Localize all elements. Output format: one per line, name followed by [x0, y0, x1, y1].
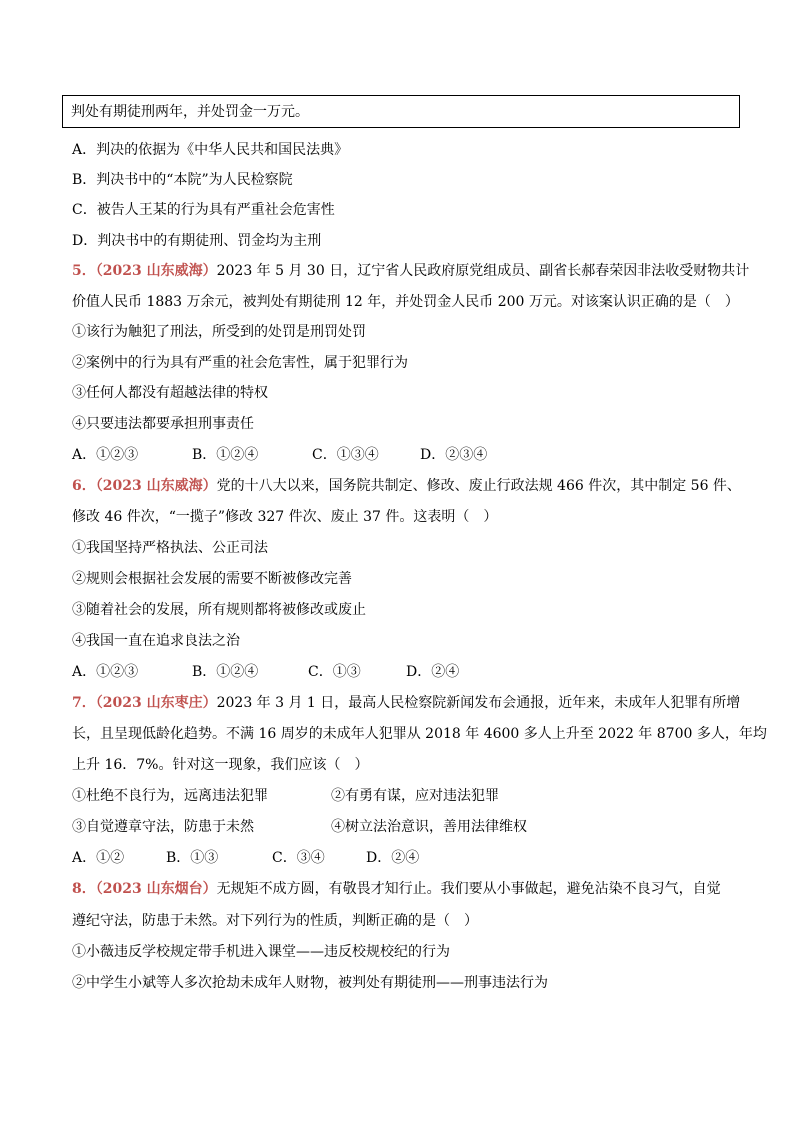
q5-item-4: ④只要违法都要承担刑事责任 [72, 416, 254, 432]
q8-item-1: ①小薇违反学校规定带手机进入课堂——违反校规校纪的行为 [72, 944, 450, 960]
q6-stem-text: 党的十八大以来，国务院共制定、修改、废止行政法规 466 件次，其中制定 56 件、 [216, 478, 741, 494]
q4-option-c: C．被告人王某的行为具有严重社会危害性 [72, 202, 335, 218]
q7-item-4: ④树立法治意识，善用法律维权 [331, 819, 527, 835]
q6-choices [72, 663, 459, 681]
q7-stem-line2: 长，且呈现低龄化趋势。不满 16 周岁的未成年人犯罪从 2018 年 4600 多人上升至 2022 年 8700 多人，年均 [72, 726, 767, 742]
quoted-passage-box [62, 95, 740, 128]
q7-item-3: ③自觉遵章守法，防患于未然 [72, 819, 254, 835]
q5-choice-a: A．①②③ [72, 447, 139, 463]
q6-stem-line2: 修改 46 件次，“一揽子”修改 327 件次、废止 37 件。这表明（ ） [72, 509, 498, 525]
q6-choice-d: D．②④ [406, 664, 460, 680]
q7-stem-text: 2023 年 3 月 1 日，最高人民检察院新闻发布会通报，近年来，未成年人犯罪有所增 [216, 695, 741, 711]
q6-item-2: ②规则会根据社会发展的需要不断被修改完善 [72, 571, 352, 587]
q7-stem-line1 [72, 694, 740, 712]
q5-item-1: ①该行为触犯了刑法，所受到的处罚是刑罚处罚 [72, 324, 366, 340]
q4-option-a: A．判决的依据为《中华人民共和国民法典》 [72, 142, 349, 158]
q6-item-4: ④我国一直在追求良法之治 [72, 633, 240, 649]
q5-choice-b: B．①②④ [192, 447, 259, 463]
q7-stem-line3: 上升 16．7%。针对这一现象，我们应该（ ） [72, 757, 369, 773]
q6-source: （2023 山东威海） [95, 478, 217, 494]
q8-stem-line1 [72, 880, 721, 898]
q5-stem-text: 2023 年 5 月 30 日，辽宁省人民政府原党组成员、副省长郝春荣因非法收受财物共计 [216, 263, 750, 279]
q7-choice-a: A．①② [72, 850, 125, 866]
q5-stem-line1 [72, 262, 749, 280]
q7-items-row1 [72, 787, 499, 805]
q6-item-3: ③随着社会的发展，所有规则都将被修改或废止 [72, 602, 366, 618]
q7-items-row2 [72, 818, 527, 836]
quoted-passage-text: 判处有期徒刑两年，并处罚金一万元。 [71, 104, 309, 120]
q5-stem-line2: 价值人民币 1883 万余元，被判处有期徒刑 12 年，并处罚金人民币 200 万元。对该案认识正确的是（ ） [72, 294, 739, 310]
q5-number: 5． [72, 263, 96, 279]
q7-item-2: ②有勇有谋，应对违法犯罪 [331, 788, 499, 804]
q7-choice-c: C．③④ [272, 850, 325, 866]
q5-choice-d: D．②③④ [420, 447, 488, 463]
q7-source: （2023 山东枣庄） [95, 695, 217, 711]
q8-number: 8． [72, 881, 96, 897]
q7-choice-b: B．①③ [166, 850, 219, 866]
q5-item-2: ②案例中的行为具有严重的社会危害性，属于犯罪行为 [72, 355, 408, 371]
q6-choice-b: B．①②④ [192, 664, 259, 680]
q8-source: （2023 山东烟台） [95, 881, 217, 897]
q6-item-1: ①我国坚持严格执法、公正司法 [72, 540, 268, 556]
q5-choice-c: C．①③④ [312, 447, 379, 463]
q8-stem-text: 无规矩不成方圆，有敬畏才知行止。我们要从小事做起，避免沾染不良习气，自觉 [216, 881, 721, 897]
q7-choices [72, 849, 419, 867]
q6-stem-line1 [72, 477, 741, 495]
q4-option-b: B．判决书中的“本院”为人民检察院 [72, 172, 293, 188]
q4-option-d: D．判决书中的有期徒刑、罚金均为主刑 [72, 233, 322, 249]
q6-number: 6． [72, 478, 96, 494]
q7-number: 7． [72, 695, 96, 711]
q6-choice-c: C．①③ [308, 664, 361, 680]
q7-choice-d: D．②④ [366, 850, 420, 866]
q5-item-3: ③任何人都没有超越法律的特权 [72, 385, 268, 401]
q6-choice-a: A．①②③ [72, 664, 139, 680]
q7-item-1: ①杜绝不良行为，远离违法犯罪 [72, 788, 268, 804]
q8-stem-line2: 遵纪守法，防患于未然。对下列行为的性质，判断正确的是（ ） [72, 913, 478, 929]
q5-choices [72, 446, 487, 464]
q8-item-2: ②中学生小斌等人多次抢劫未成年人财物，被判处有期徒刑——刑事违法行为 [72, 975, 548, 991]
q5-source: （2023 山东威海） [95, 263, 217, 279]
